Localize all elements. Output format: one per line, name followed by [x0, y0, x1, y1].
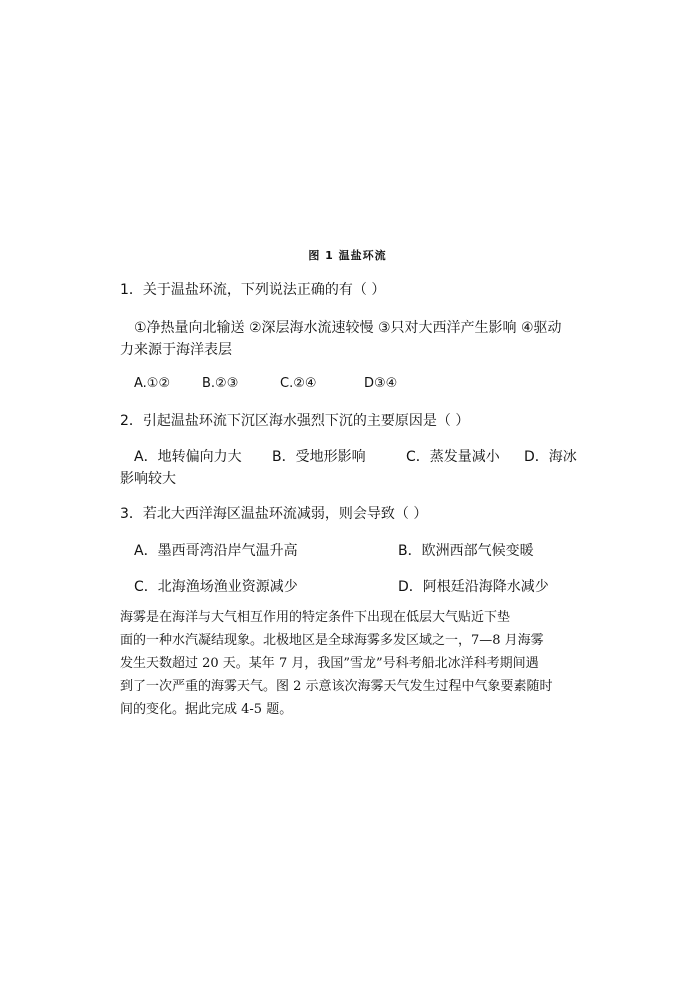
- question-2-options: [134, 447, 577, 467]
- question-2-option-d: D．海冰: [524, 449, 577, 465]
- question-2-option-a: A．地转偏向力大: [134, 449, 242, 465]
- question-3-option-d: D．阿根廷沿海降水减少: [398, 579, 549, 595]
- question-3-option-c: C．北海渔场渔业资源减少: [134, 579, 298, 595]
- question-3-option-b: B．欧洲西部气候变暖: [398, 543, 534, 559]
- question-1-option-b: B.②③: [202, 376, 239, 391]
- passage-line-3: 发生天数超过 20 天。某年 7 月，我国”雪龙”号科考船北冰洋科考期间遇: [120, 656, 539, 671]
- passage-line-4: 到了一次严重的海雾天气。图 2 示意该次海雾天气发生过程中气象要素随时: [120, 679, 553, 694]
- question-2-stem: 2．引起温盐环流下沉区海水强烈下沉的主要原因是（ ）: [120, 413, 470, 429]
- passage-line-1: 海雾是在海洋与大气相互作用的特定条件下出现在低层大气贴近下垫: [120, 610, 511, 625]
- question-1-option-a: A.①②: [134, 376, 171, 391]
- passage-line-2: 面的一种水汽凝结现象。北极地区是全球海雾多发区域之一，7—8 月海雾: [120, 633, 544, 648]
- question-2-option-b: B．受地形影响: [272, 449, 366, 465]
- question-1-options: [134, 374, 397, 394]
- question-1-option-d: D③④: [364, 376, 398, 391]
- figure-caption: 图 1 温盐环流: [308, 249, 387, 262]
- question-1-stem: 1．关于温盐环流，下列说法正确的有（ ）: [120, 282, 386, 298]
- question-2-option-d-cont: 影响较大: [120, 471, 176, 487]
- question-3-stem: 3．若北大西洋海区温盐环流减弱，则会导致（ ）: [120, 506, 428, 522]
- question-3-option-a: A．墨西哥湾沿岸气温升高: [134, 543, 298, 559]
- question-2-option-c: C．蒸发量减小: [406, 449, 500, 465]
- question-1-option-c: C.②④: [280, 376, 317, 391]
- passage-line-5: 间的变化。据此完成 4-5 题。: [120, 702, 293, 717]
- question-1-statements: ①净热量向北输送 ②深层海水流速较慢 ③只对大西洋产生影响 ④驱动: [134, 320, 562, 336]
- question-1-statements-cont: 力来源于海洋表层: [120, 342, 232, 358]
